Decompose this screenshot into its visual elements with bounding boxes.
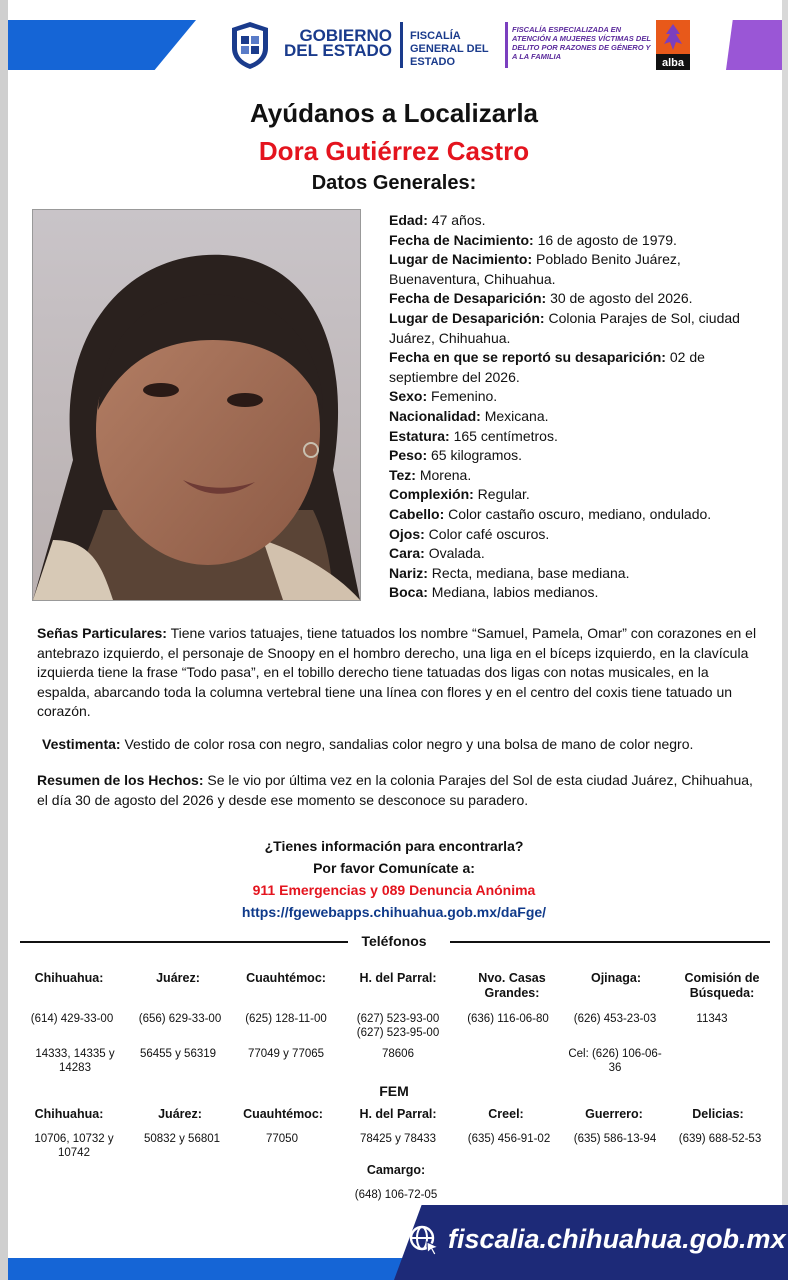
fem-phone: 78425 y 78433: [359, 1133, 437, 1145]
fem-phone: (635) 456-91-02: [467, 1133, 551, 1145]
detail-mouth: Boca: Mediana, labios medianos.: [389, 584, 599, 601]
footer-website[interactable]: fiscalia.chihuahua.gob.mx: [448, 1224, 786, 1254]
section-subtitle: Datos Generales:: [311, 172, 477, 194]
phone-number: (614) 429-33-00: [30, 1013, 114, 1025]
missing-person-name: Dora Gutiérrez Castro: [258, 136, 530, 166]
header-divider: [505, 22, 508, 68]
fem-header: Delicias:: [692, 1107, 744, 1121]
detail-age: Edad: 47 años.: [389, 212, 486, 228]
detail-hair: Cabello: Color castaño oscuro, mediano, ondulado.: [389, 505, 712, 522]
fem-phone: (635) 586-13-94: [573, 1133, 657, 1145]
header-blue-band: [8, 20, 196, 70]
fem-header: Guerrero:: [585, 1107, 643, 1121]
fem-phone: (639) 688-52-53: [678, 1133, 762, 1145]
phone-number: (656) 629-33-00: [138, 1013, 222, 1025]
header-purple-band: [726, 20, 782, 70]
footer-blue-band: [8, 1258, 428, 1280]
fem-title: FEM: [379, 1083, 409, 1099]
phone-number: (625) 128-11-00: [245, 1013, 327, 1025]
fem-header: H. del Parral:: [359, 1107, 437, 1121]
phone-number: 11343: [696, 1013, 728, 1025]
detail-face: Cara: Ovalada.: [389, 545, 485, 562]
detail-report-date: Fecha en que se reportó su desaparición: 02 de septiembre del 2026.: [389, 349, 705, 385]
missing-person-photo: [32, 209, 361, 601]
phones-header: Ojinaga:: [590, 971, 641, 985]
phone-number: (626) 453-23-03: [573, 1013, 657, 1025]
divider-line: [450, 941, 770, 943]
detail-eyes: Ojos: Color café oscuros.: [389, 525, 550, 542]
phones-header: Juárez:: [156, 971, 200, 985]
phones-header: Comisión de Búsqueda:: [684, 971, 760, 1000]
header-divider: [400, 22, 403, 68]
detail-disappearance-date: Fecha de Desaparición: 30 de agosto del 2026.: [389, 290, 693, 307]
fem-header-camargo: Camargo:: [366, 1163, 426, 1177]
fiscalia-general-label: FISCALÍA GENERAL DEL ESTADO: [410, 30, 489, 68]
fem-phone: 77050: [266, 1133, 298, 1145]
phones-header: Cuauhtémoc:: [246, 971, 326, 985]
globe-cursor-icon: [408, 1224, 440, 1256]
detail-disappearance-place: Lugar de Desaparición: Colonia Parajes de Sol, ciudad Juárez, Chihuahua.: [389, 309, 740, 346]
fem-header: Creel:: [488, 1107, 524, 1121]
fiscalia-especializada-label: FISCALÍA ESPECIALIZADA EN ATENCIÓN A MUJERES VÍCTIMAS DEL DELITO POR RAZONES DE GÉNERO Y A LA FAMILIA: [512, 25, 651, 61]
phones-title: Teléfonos: [361, 933, 427, 949]
phones-header: Chihuahua:: [34, 971, 104, 985]
detail-birth-date: Fecha de Nacimiento: 16 de agosto de 1979.: [389, 231, 677, 248]
extension-number: Cel: (626) 106-06-36: [568, 1048, 662, 1074]
fem-phone-camargo: (648) 106-72-05: [354, 1189, 438, 1201]
alba-text: alba: [661, 57, 685, 69]
detail-birth-place: Lugar de Nacimiento: Poblado Benito Juárez, Buenaventura, Chihuahua.: [389, 251, 681, 287]
state-seal-icon: [228, 20, 272, 70]
detail-build: Complexión: Regular.: [389, 486, 530, 503]
fem-header: Chihuahua:: [34, 1107, 104, 1121]
extension-number: 78606: [382, 1048, 414, 1060]
contact-question: ¿Tienes información para encontrarla?: [264, 838, 524, 854]
phones-header: Nvo. Casas Grandes:: [478, 971, 546, 1000]
extension-number: 56455 y 56319: [139, 1048, 217, 1060]
phone-number: (636) 116-06-80: [467, 1013, 549, 1025]
page-title: Ayúdanos a Localizarla: [249, 98, 539, 128]
fem-header: Cuauhtémoc:: [243, 1107, 323, 1121]
phone-number: (627) 523-93-00 (627) 523-95-00: [356, 1013, 440, 1039]
clothing: Vestimenta: Vestido de color rosa con negro, sandalias color negro y una bolsa de mano de color negro.: [42, 736, 694, 752]
incident-summary: Resumen de los Hechos: Se le vio por última vez en la colonia Parajes del Sol de esta ciudad Juárez, Chihuahua, el día 30 de agosto del 2026 y desde ese momento se desconoce su paradero.: [37, 772, 753, 808]
contact-please: Por favor Comunícate a:: [313, 860, 475, 876]
detail-height: Estatura: 165 centímetros.: [389, 427, 558, 444]
gobierno-del-estado-label: GOBIERNO DEL ESTADO: [284, 26, 392, 60]
emergency-numbers: 911 Emergencias y 089 Denuncia Anónima: [252, 882, 536, 898]
detail-sex: Sexo: Femenino.: [389, 388, 498, 405]
distinguishing-marks: Señas Particulares: Tiene varios tatuajes, tiene tatuados los nombre “Samuel, Pamela, Omar” con corazones en el antebrazo izquierdo, el personaje de Snoopy en el hombro derecho, una liga en el bíceps izquierdo, en la clavícula izquierda tiene la frase “Todo pasa”, en el tobillo derecho tiene tatuadas dos ligas con notas musicales, en la espalda, abarcando toda la columna vertebral tiene una línea con flores y en el centro del coxis tiene tatuado un corazón.: [37, 625, 757, 719]
extension-number: 14333, 14335 y 14283: [35, 1048, 115, 1074]
fem-header: Juárez:: [158, 1107, 202, 1121]
detail-nose: Nariz: Recta, mediana, base mediana.: [389, 564, 630, 581]
phones-header: H. del Parral:: [359, 971, 437, 985]
detail-weight: Peso: 65 kilogramos.: [389, 447, 523, 464]
report-link[interactable]: https://fgewebapps.chihuahua.gob.mx/daFge/: [241, 904, 547, 920]
fem-phone: 50832 y 56801: [143, 1133, 221, 1145]
general-data-list: [389, 211, 759, 603]
alba-protocol-logo: [656, 20, 690, 70]
detail-nationality: Nacionalidad: Mexicana.: [389, 407, 549, 424]
fem-phone: 10706, 10732 y 10742: [34, 1133, 114, 1159]
detail-complexion-tone: Tez: Morena.: [389, 466, 472, 483]
extension-number: 77049 y 77065: [247, 1048, 325, 1060]
